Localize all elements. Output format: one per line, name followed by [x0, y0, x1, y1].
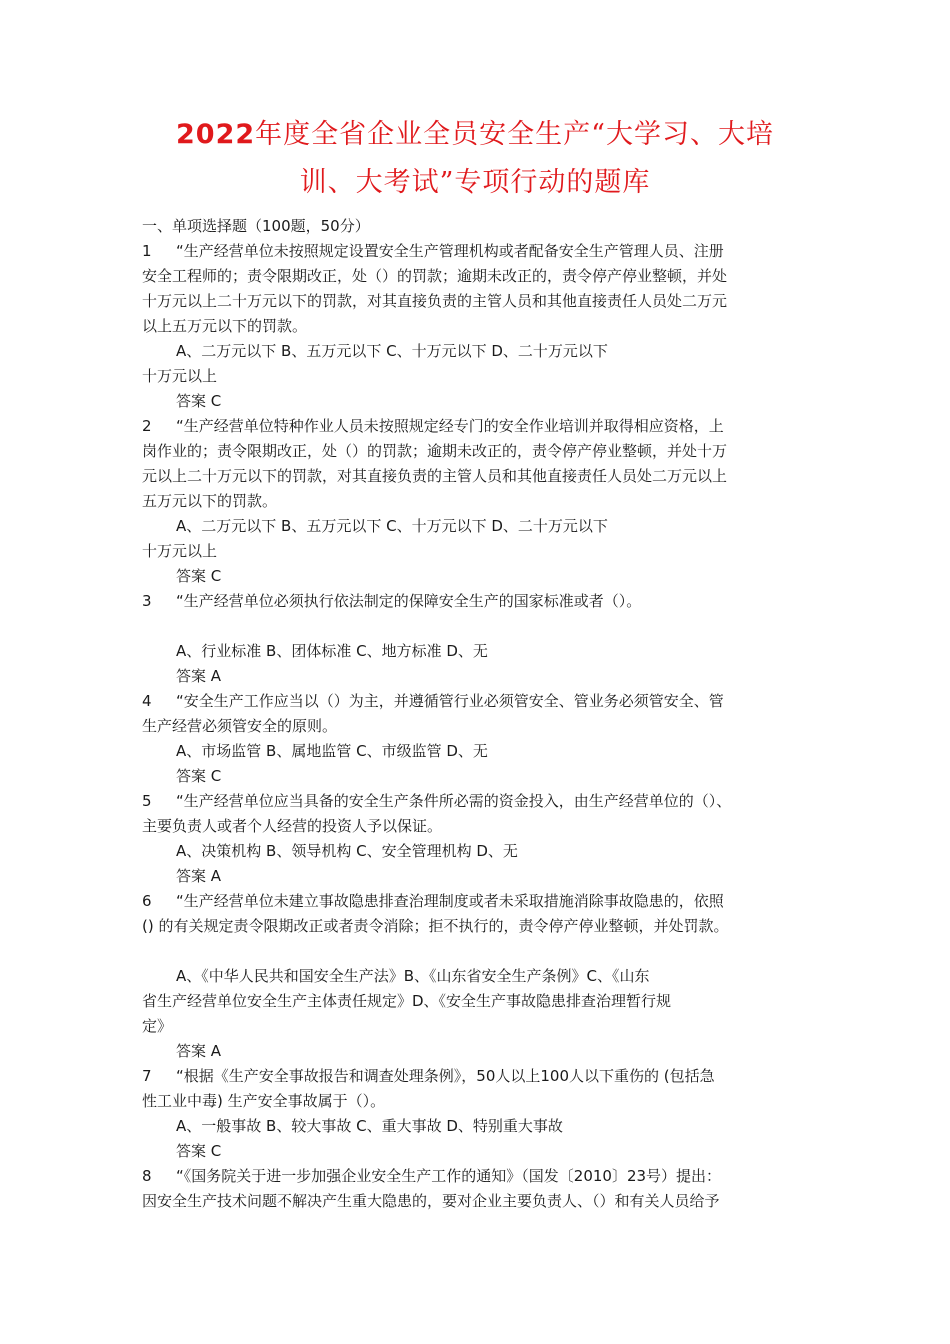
question-7-line-1: 7 “根据《生产安全事故报告和调查处理条例》，50人以上100人以下重伤的 (包括急 — [142, 1064, 715, 1089]
question-2-line-3: 元以上二十万元以下的罚款，对其直接负责的主管人员和其他直接责任人员处二万元以上 — [142, 467, 728, 485]
question-4-line-2: 生产经营必须管安全的原则。 — [142, 717, 338, 735]
question-number: 8 — [142, 1167, 152, 1185]
question-2-options: A、二万元以下 B、五万元以下 C、十万元以下 D、二十万元以下 — [176, 517, 608, 535]
question-8-line-2: 因安全生产技术问题不解决产生重大隐患的，要对企业主要负责人、（）和有关人员给予 — [142, 1192, 720, 1210]
question-4-answer: 答案 C — [176, 767, 222, 785]
question-5-answer: 答案 A — [176, 867, 222, 885]
question-7-line-2: 性工业中毒) 生产安全事故属于（）。 — [142, 1092, 386, 1110]
question-1-answer: 答案 C — [176, 392, 222, 410]
question-2-answer: 答案 C — [176, 567, 222, 585]
question-1-line-2: 安全工程师的；责令限期改正，处（）的罚款；逾期未改正的，责令停产停业整顿，并处 — [142, 267, 728, 285]
question-3-answer: 答案 A — [176, 667, 222, 685]
question-2-options-cont: 十万元以上 — [142, 542, 218, 560]
question-2-line-2: 岗作业的；责令限期改正，处（）的罚款；逾期未改正的，责令停产停业整顿，并处十万 — [142, 442, 728, 460]
question-4-line-1: 4 “安全生产工作应当以（）为主，并遵循管行业必须管安全、管业务必须管安全、管 — [142, 689, 724, 714]
question-6-line-1: 6 “生产经营单位未建立事故隐患排查治理制度或者未采取措施消除事故隐患的，依照 — [142, 889, 724, 914]
question-number: 4 — [142, 692, 152, 710]
question-5-options: A、决策机构 B、领导机构 C、安全管理机构 D、无 — [176, 842, 518, 860]
question-1-line-4: 以上五万元以下的罚款。 — [142, 317, 308, 335]
document-title-line-2: 训、大考试”专项行动的题库 — [299, 167, 651, 198]
question-3-line-1: 3 “生产经营单位必须执行依法制定的保障安全生产的国家标准或者（）。 — [142, 589, 641, 614]
question-1-line-3: 十万元以上二十万元以下的罚款，对其直接负责的主管人员和其他直接责任人员处二万元 — [142, 292, 728, 310]
question-6-options: A、《中华人民共和国安全生产法》B、《山东省安全生产条例》C、《山东 — [176, 967, 650, 985]
question-6-options-cont-2: 定》 — [142, 1017, 173, 1035]
question-5-line-1: 5 “生产经营单位应当具备的安全生产条件所必需的资金投入，由生产经营单位的（）、 — [142, 789, 731, 814]
question-3-options: A、行业标准 B、团体标准 C、地方标准 D、无 — [176, 642, 488, 660]
question-1-options-cont: 十万元以上 — [142, 367, 218, 385]
question-5-line-2: 主要负责人或者个人经营的投资人予以保证。 — [142, 817, 443, 835]
question-7-options: A、一般事故 B、较大事故 C、重大事故 D、特别重大事故 — [176, 1117, 563, 1135]
question-4-options: A、市场监管 B、属地监管 C、市级监管 D、无 — [176, 742, 488, 760]
question-6-options-cont-1: 省生产经营单位安全生产主体责任规定》D、《安全生产事故隐患排查治理暂行规 — [142, 992, 672, 1010]
question-number: 2 — [142, 417, 152, 435]
question-2-line-1: 2 “生产经营单位特种作业人员未按照规定经专门的安全作业培训并取得相应资格，上 — [142, 414, 724, 439]
question-number: 1 — [142, 242, 152, 260]
question-2-line-4: 五万元以下的罚款。 — [142, 492, 278, 510]
document-title-line-1: 2022年度全省企业全员安全生产“大学习、大培 — [176, 119, 774, 150]
question-6-answer: 答案 A — [176, 1042, 222, 1060]
question-6-line-2: () 的有关规定责令限期改正或者责令消除；拒不执行的，责令停产停业整顿，并处罚款。 — [142, 917, 729, 935]
question-number: 6 — [142, 892, 152, 910]
question-number: 5 — [142, 792, 152, 810]
question-7-answer: 答案 C — [176, 1142, 222, 1160]
question-number: 3 — [142, 592, 152, 610]
question-1-line-1: 1 “生产经营单位未按照规定设置安全生产管理机构或者配备安全生产管理人员、注册 — [142, 239, 724, 264]
section-heading: 一、单项选择题（100题，50分） — [142, 217, 370, 235]
question-number: 7 — [142, 1067, 152, 1085]
question-8-line-1: 8 “《国务院关于进一步加强企业安全生产工作的通知》（国发〔2010〕23号）提出： — [142, 1164, 721, 1189]
question-1-options: A、二万元以下 B、五万元以下 C、十万元以下 D、二十万元以下 — [176, 342, 608, 360]
